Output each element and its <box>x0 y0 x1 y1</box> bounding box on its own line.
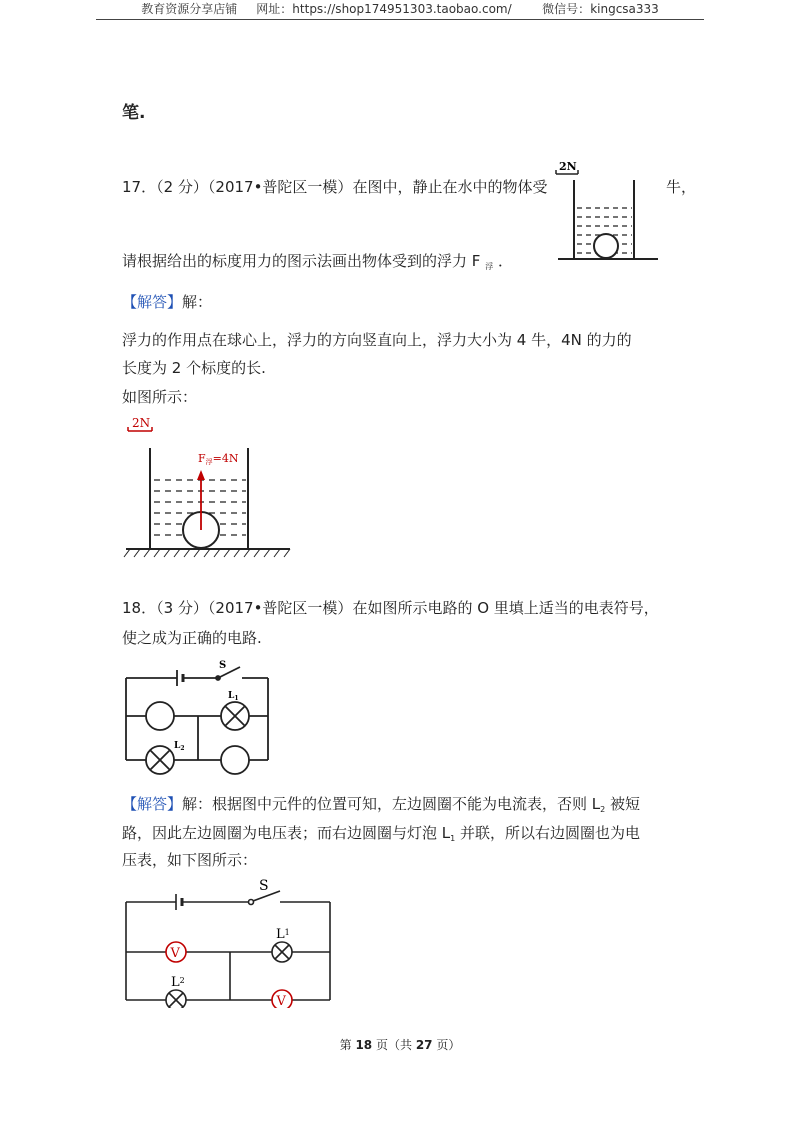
right-voltmeter-icon <box>272 990 292 1008</box>
ball <box>594 234 618 258</box>
q17-answer-figure <box>120 412 300 560</box>
q18-answer-circuit <box>120 876 336 1008</box>
q17-answer-line3: 如图所示： <box>122 388 198 406</box>
q17-answer-label: 解： <box>182 293 213 311</box>
lamp-l1-icon <box>221 702 249 730</box>
q17-answer-line1: 浮力的作用点在球心上，浮力的方向竖直向上，浮力大小为 4 牛，4N 的力的 <box>122 331 632 349</box>
svg-text:V: V <box>170 946 180 961</box>
q17-text2-end: ． <box>497 252 513 270</box>
q18-answer-line3: 压表，如下图所示： <box>122 851 258 869</box>
page-number: 18 <box>355 1038 373 1052</box>
q17-text1: 在图中，静止在水中的物体受 <box>352 178 548 196</box>
scale-label: 2N <box>559 160 577 173</box>
q17-answer-tag: 【解答】 <box>122 293 183 311</box>
left-voltmeter-icon <box>166 942 186 962</box>
svg-text:V: V <box>276 994 286 1008</box>
q17-question-figure <box>548 158 660 268</box>
q18-number: 18． <box>122 599 157 617</box>
q17-source: （2017•普陀区一模） <box>207 178 353 196</box>
q17-answer-head <box>122 291 212 313</box>
force-label: F浮=4N <box>198 452 239 466</box>
q17-answer-line2: 长度为 2 个标度的长. <box>122 359 266 377</box>
q18-line2: 使之成为正确的电路. <box>122 629 262 647</box>
q17-line1 <box>122 176 547 198</box>
shop-url[interactable]: https://shop174951303.taobao.com/ <box>292 2 512 16</box>
q17-number: 17． <box>122 178 157 196</box>
answer-lamp-l2-icon <box>166 990 186 1008</box>
page-footer: 第 18 页（共 27 页） <box>339 1038 461 1052</box>
q18-answer-tag: 【解答】 <box>122 795 183 813</box>
q18-line1 <box>122 597 659 619</box>
page-total: 27 <box>415 1038 433 1052</box>
q18-score: （3 分） <box>156 599 208 617</box>
q18-question-circuit <box>120 656 280 776</box>
buoyancy-arrowhead <box>197 470 205 480</box>
lamp-l2-label: $L_2$ <box>174 741 185 752</box>
q18-answer-line1: 【解答】解：根据图中元件的位置可知，左边圆圈不能为电流表，否则 $L_2$ 被短 <box>122 795 641 814</box>
page-header <box>0 0 800 18</box>
answer-scale-label: 2N <box>132 416 151 430</box>
answer-lamp-l2-label: $L^2$ <box>171 975 185 990</box>
switch-label: S <box>219 660 227 671</box>
answer-lamp-l1-icon <box>272 942 292 962</box>
left-meter-circle <box>146 702 174 730</box>
q17-line2 <box>122 250 513 278</box>
lamp-l2-icon <box>146 746 174 774</box>
ground-hatch <box>124 549 290 557</box>
right-meter-circle <box>221 746 249 774</box>
url-label: 网址： <box>256 2 293 16</box>
answer-switch-label: S <box>259 878 269 894</box>
q18-source: （2017•普陀区一模） <box>207 599 353 617</box>
answer-lamp-l1-label: $L^1$ <box>276 927 290 942</box>
q18-answer-line2: 路，因此左边圆圈为电压表；而右边圆圈与灯泡 $L_1$ 并联，所以右边圆圈也为电 <box>122 824 641 843</box>
q18-text1: 在如图所示电路的 O 里填上适当的电表符号， <box>352 599 659 617</box>
previous-answer-fragment: 笔. <box>122 103 146 123</box>
lamp-l1-label: $L_1$ <box>228 691 239 702</box>
header-divider <box>96 19 704 20</box>
wechat-id: kingcsa333 <box>590 2 659 16</box>
q17-score: （2 分） <box>156 178 208 196</box>
q17-text2: 请根据给出的标度用力的图示法画出物体受到的浮力 F <box>122 252 481 270</box>
q17-text2-sub: 浮 <box>485 262 494 271</box>
wechat-label: 微信号： <box>542 2 591 16</box>
shop-name: 教育资源分享店铺 <box>141 2 238 16</box>
q17-line1-end: 牛， <box>666 178 697 196</box>
